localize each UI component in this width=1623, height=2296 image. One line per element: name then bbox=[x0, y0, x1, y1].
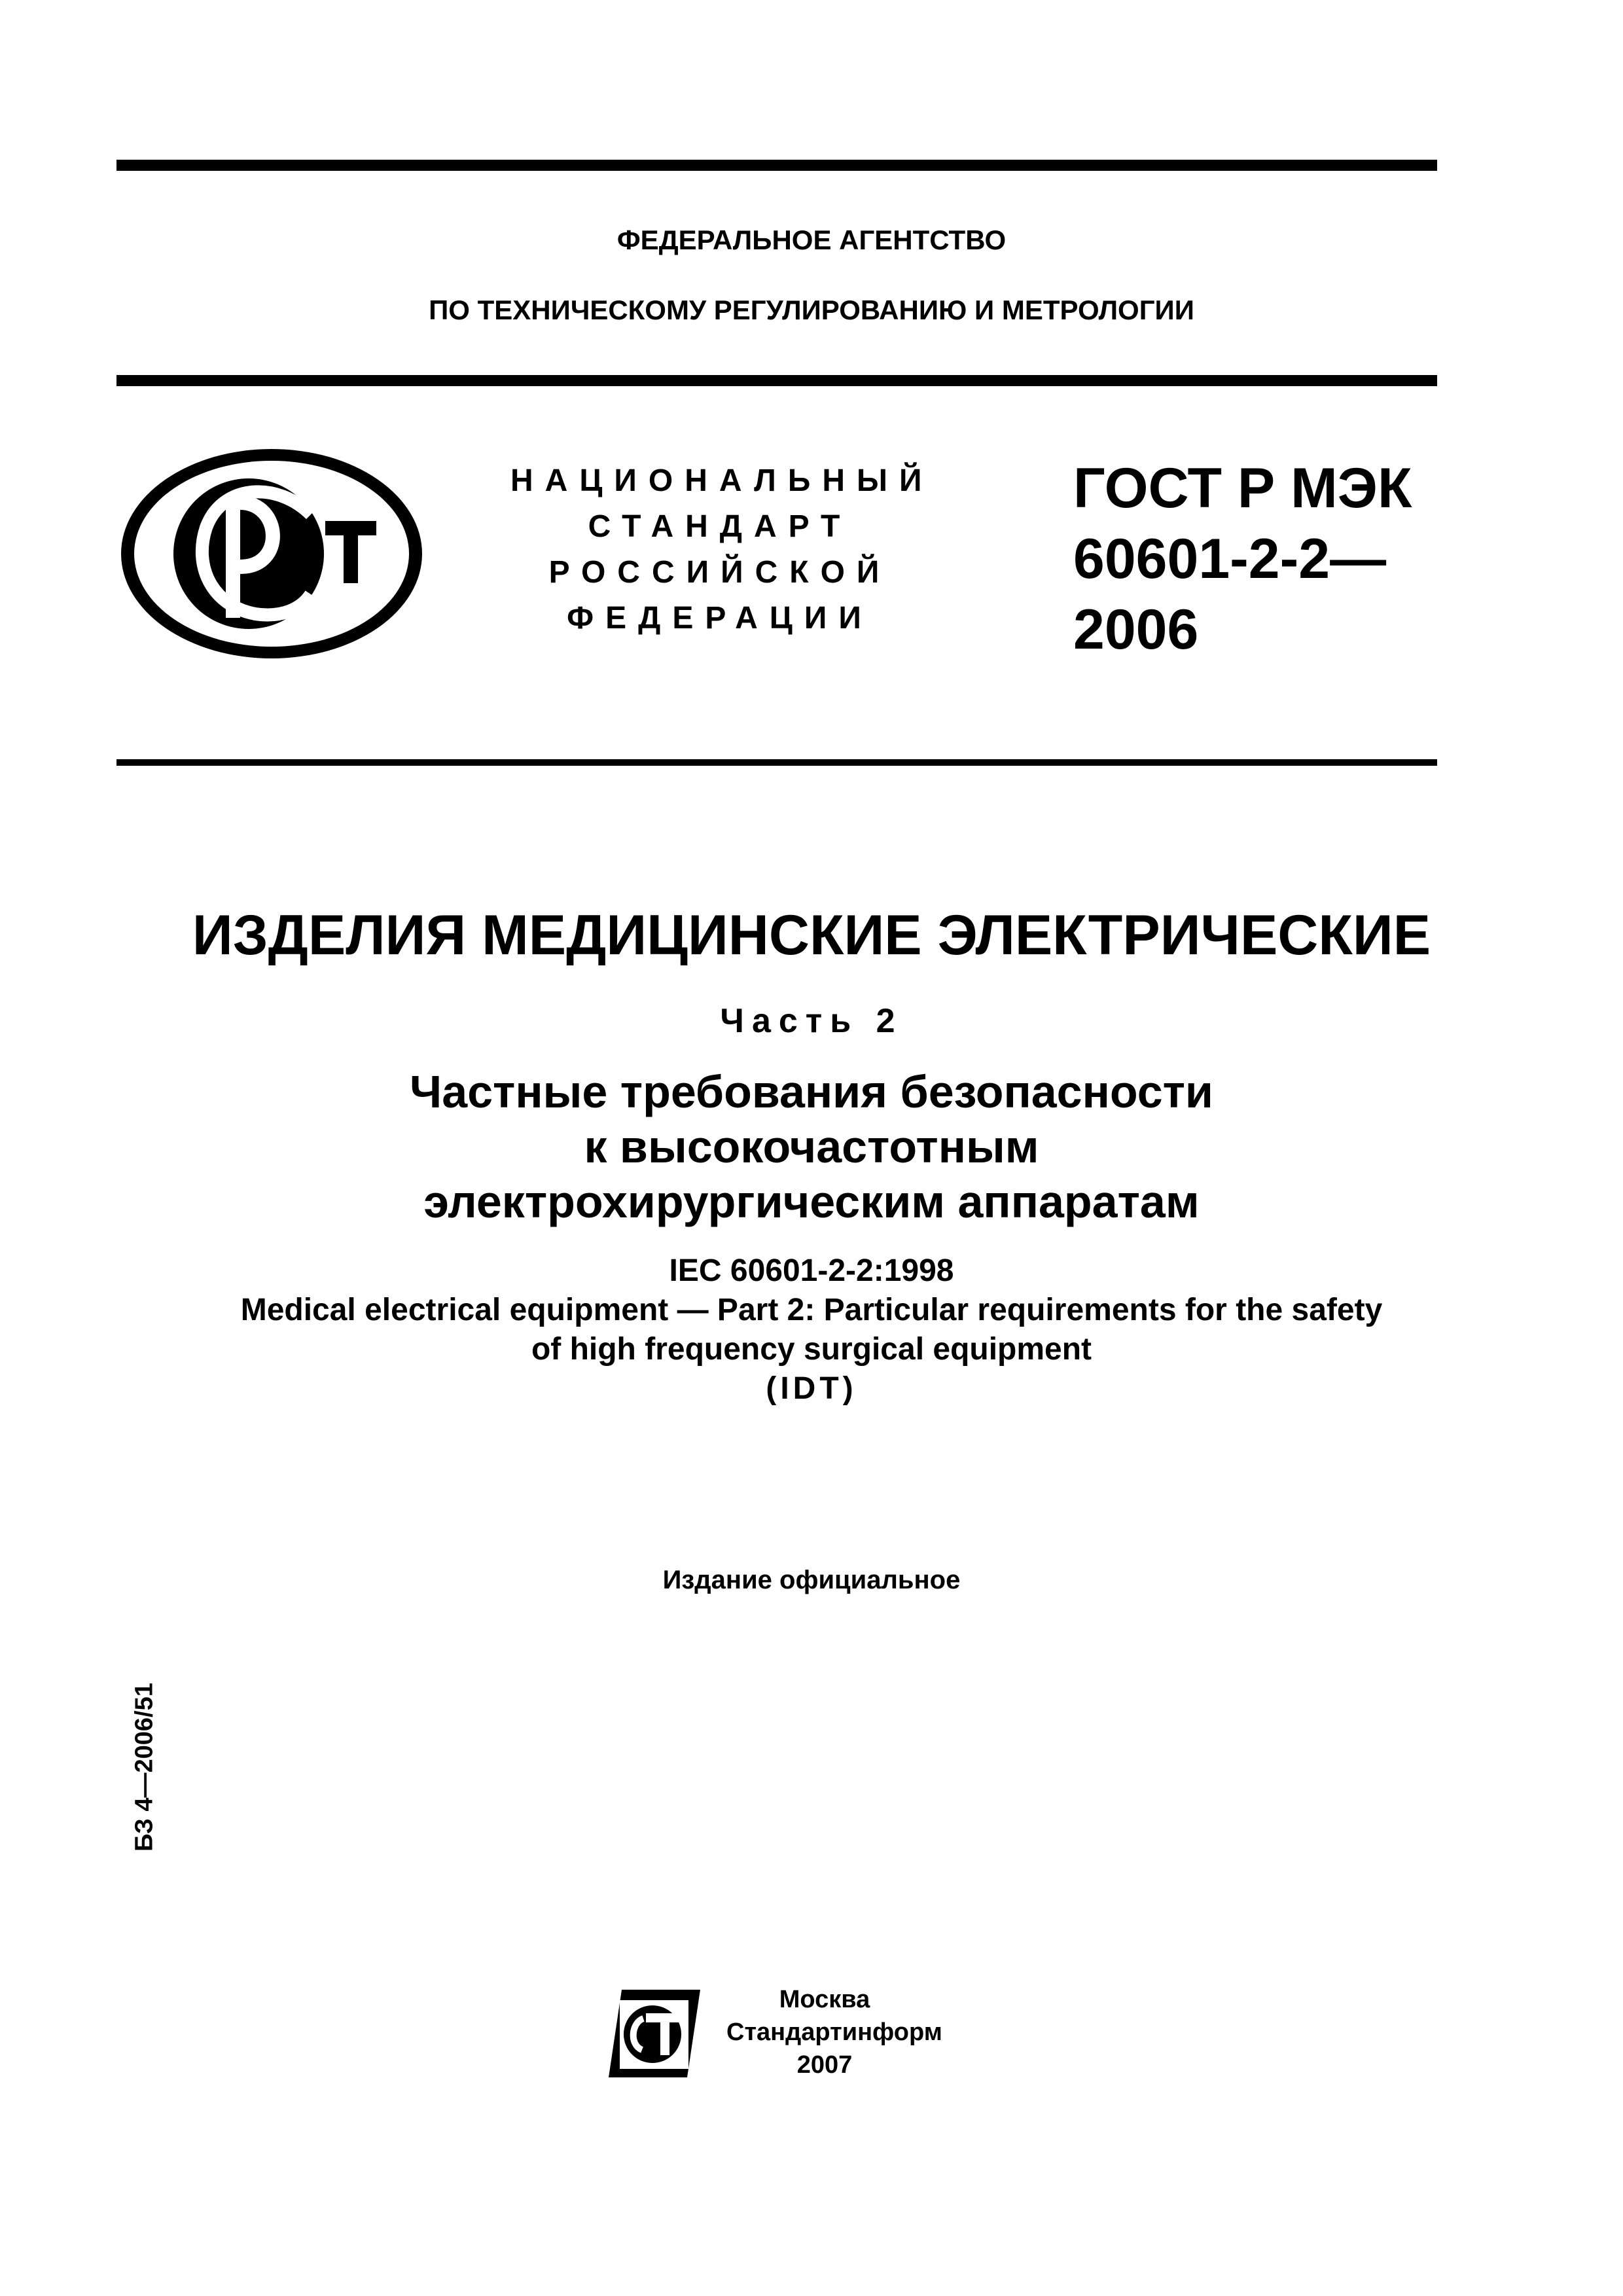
subtitle-line: Частные требования безопасности bbox=[410, 1066, 1213, 1117]
standard-code-line: 60601-2-2— bbox=[1073, 528, 1387, 590]
publisher-year: 2007 bbox=[796, 2051, 853, 2079]
agency-line-1: ФЕДЕРАЛЬНОЕ АГЕНТСТВО bbox=[616, 224, 1007, 255]
gost-r-logo-icon bbox=[115, 442, 429, 665]
standard-code-line: 2006 bbox=[1073, 598, 1199, 661]
standard-type bbox=[510, 458, 934, 641]
agency-line-2: ПО ТЕХНИЧЕСКОМУ РЕГУЛИРОВАНИЮ И МЕТРОЛОГИИ bbox=[429, 295, 1194, 325]
subtitle bbox=[0, 1064, 1623, 1229]
standard-type-line: НАЦИОНАЛЬНЫЙ bbox=[510, 463, 934, 498]
top-rule bbox=[116, 160, 1437, 171]
iec-title-line: of high frequency surgical equipment bbox=[531, 1332, 1092, 1367]
standard-type-line: ФЕДЕРАЦИИ bbox=[567, 601, 873, 636]
standard-type-line: СТАНДАРТ bbox=[588, 509, 852, 544]
publisher bbox=[726, 1983, 942, 2081]
publisher-city: Москва bbox=[779, 1986, 870, 2013]
iec-reference bbox=[0, 1251, 1623, 1408]
iec-title-line: Medical electrical equipment — Part 2: Particular requirements for the safety bbox=[240, 1293, 1383, 1327]
standard-code-line: ГОСТ Р МЭК bbox=[1073, 457, 1412, 520]
standartinform-logo-icon bbox=[605, 1984, 704, 2083]
main-title: ИЗДЕЛИЯ МЕДИЦИНСКИЕ ЭЛЕКТРИЧЕСКИЕ bbox=[192, 904, 1431, 967]
idt-label: (IDT) bbox=[766, 1371, 857, 1406]
iec-code: IEC 60601-2-2:1998 bbox=[669, 1253, 954, 1288]
side-code-text: БЗ 4—2006/51 bbox=[130, 1683, 158, 1852]
publisher-name: Стандартинформ bbox=[726, 2018, 942, 2046]
standard-type-line: РОССИЙСКОЙ bbox=[548, 555, 891, 590]
bottom-rule bbox=[116, 759, 1437, 766]
subtitle-line: электрохирургическим аппаратам bbox=[423, 1176, 1200, 1227]
middle-rule bbox=[116, 375, 1437, 386]
part-label: Часть 2 bbox=[720, 1002, 903, 1040]
standard-code bbox=[1073, 453, 1412, 665]
edition-label: Издание официальное bbox=[662, 1566, 961, 1594]
subtitle-line: к высокочастотным bbox=[584, 1121, 1039, 1172]
